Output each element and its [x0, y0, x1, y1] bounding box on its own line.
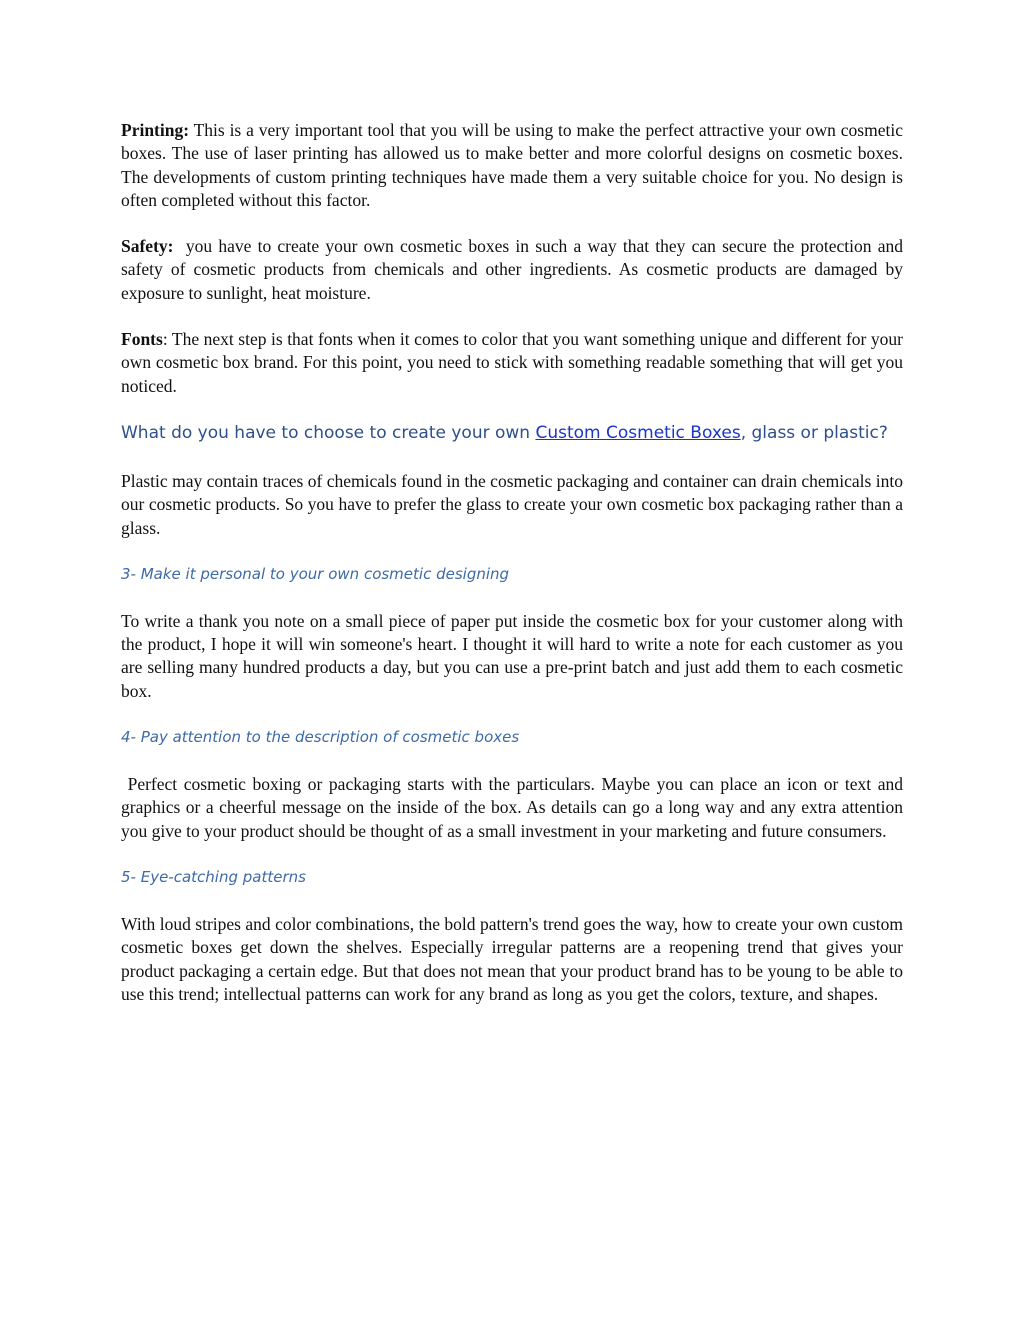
printing-label: Printing:	[121, 120, 190, 140]
thank-you-note-paragraph: To write a thank you note on a small piece of paper put inside the cosmetic box for your customer along with the product, I hope it will win someone's heart. I thought it will hard to write a note for each customer as you are selling many hundred products a day, but you can use a pre-print batch and just add them to each cosmetic box.	[121, 610, 903, 701]
safety-paragraph	[121, 235, 908, 305]
printing-text: This is a very important tool that you will be using to make the perfect attractive your own cosmetic boxes. The use of laser printing has allowed us to make better and more colorful designs on cosmetic boxes. The developments of custom printing techniques have made them a very suitable choice for you. No design is often completed without this factor.	[121, 120, 903, 210]
heading-suffix: , glass or plastic?	[740, 422, 888, 443]
glass-or-plastic-heading	[121, 421, 903, 445]
printing-paragraph	[121, 119, 903, 212]
heading-pay-attention: 4- Pay attention to the description of cosmetic boxes	[121, 728, 520, 747]
heading-eye-catching-patterns: 5- Eye-catching patterns	[121, 867, 306, 886]
fonts-label: Fonts	[121, 329, 163, 350]
safety-label: Safety:	[121, 236, 174, 257]
particulars-paragraph: Perfect cosmetic boxing or packaging starts with the particulars. Maybe you can place an icon or text and graphics or a cheerful message on the inside of the box. As details can go a long way and any extra attention you give to your product should be thought of as a small investment in your marketing and future consumers.	[121, 774, 908, 841]
custom-cosmetic-boxes-link[interactable]: Custom Cosmetic Boxes	[535, 422, 741, 443]
document-body	[121, 119, 908, 1006]
heading-prefix: What do you have to choose to create your own	[121, 422, 536, 443]
fonts-paragraph	[121, 328, 903, 398]
safety-text: you have to create your own cosmetic boxes in such a way that they can secure the protection and safety of cosmetic products from chemicals and other ingredients. As cosmetic products are damaged by exposure to sunlight, heat moisture.	[121, 236, 908, 303]
heading-make-it-personal: 3- Make it personal to your own cosmetic designing	[121, 564, 510, 583]
fonts-text: : The next step is that fonts when it comes to color that you want something unique and different for your own cosmetic box brand. For this point, you need to stick with something readable something that will get you noticed.	[121, 329, 903, 396]
plastic-paragraph: Plastic may contain traces of chemicals found in the cosmetic packaging and container can drain chemicals into our cosmetic products. So you have to prefer the glass to create your own cosmetic box packaging rather than a glass.	[121, 470, 903, 538]
patterns-paragraph: With loud stripes and color combinations, the bold pattern's trend goes the way, how to create your own custom cosmetic boxes get down the shelves. Especially irregular patterns are a reopening trend that gives your product packaging a certain edge. But that does not mean that your product brand has to be young to be able to use this trend; intellectual patterns can work for any brand as long as you get the colors, texture, and shapes.	[121, 913, 903, 1004]
